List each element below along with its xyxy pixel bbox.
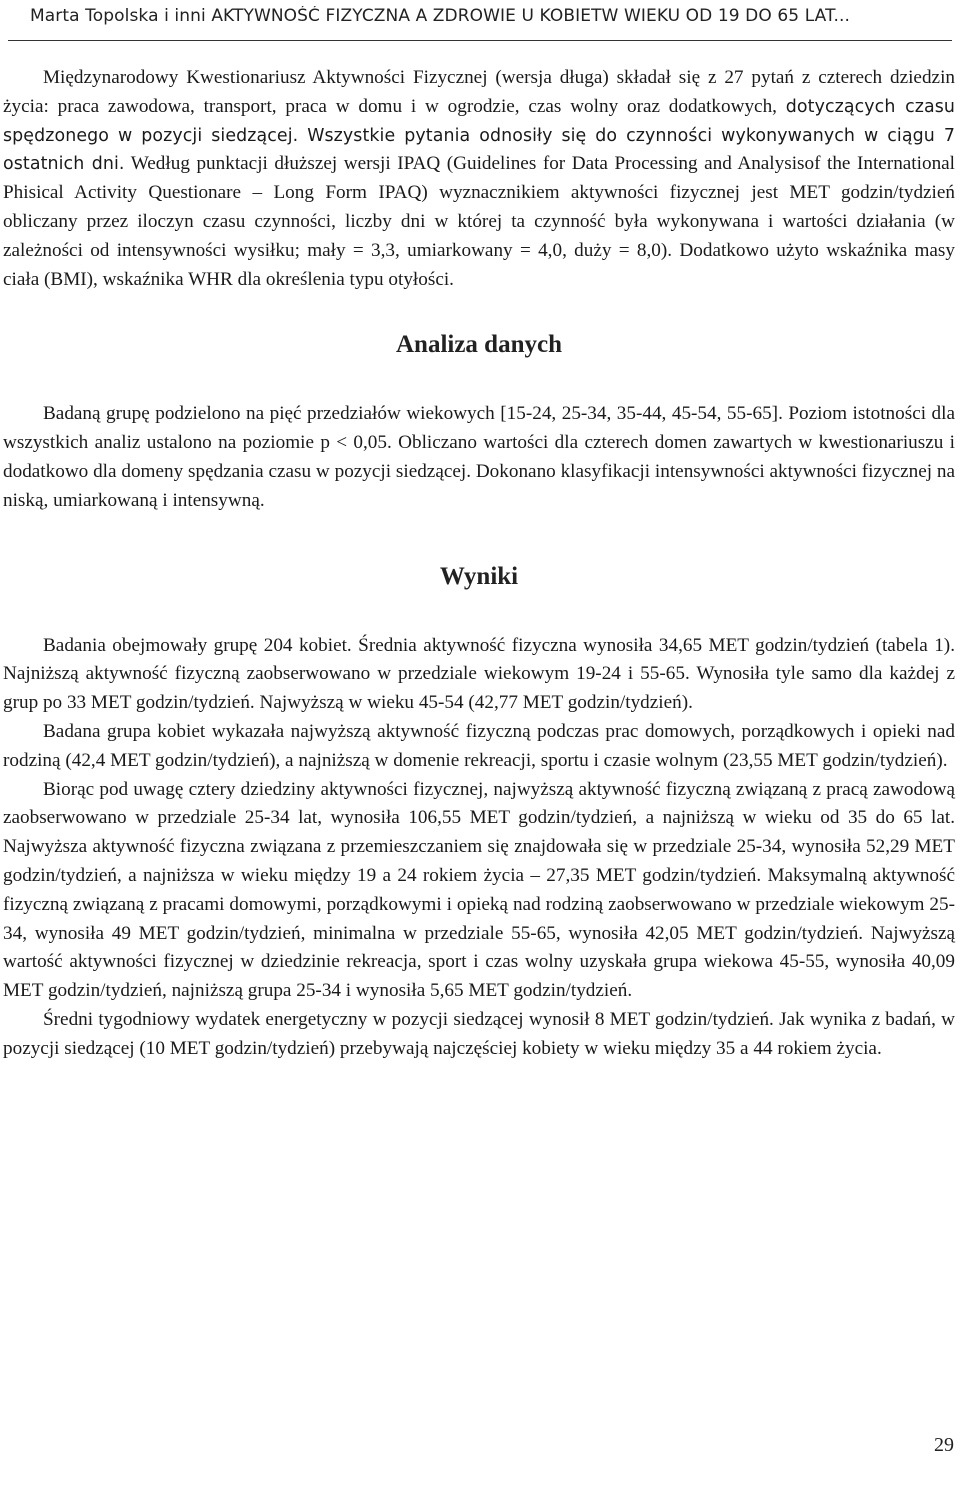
- section-heading-wyniki: Wyniki: [439, 562, 519, 590]
- header-rule: [8, 40, 952, 41]
- intro-sans-text: dotyczących czasu spędzonego w pozycji siedzącej. Wszystkie pytania odnosiły się do czynności wykonywanych w ciągu 7 ostatnich dni.: [3, 96, 955, 175]
- wyniki-paragraph-4: Średni tygodniowy wydatek energetyczny w pozycji siedzącej wynosił 8 MET godzin/tydzień. Jak wynika z badań, w pozycji siedzącej (10 MET godzin/tydzień) przebywają najczęściej kobiety w wieku między 35 a 44 rokiem życia.: [3, 1008, 955, 1059]
- wyniki-paragraph-3: Biorąc pod uwagę cztery dziedziny aktywności fizycznej, najwyższą aktywność fizyczną związaną z pracą zawodową zaobserwowano w przedziale 25-34 lat, wynosiła 106,55 MET godzin/tydzień, a najniższą w wieku od 35 do 65 lat. Najwyższa aktywność fizyczna związana z przemieszczaniem się znajdowała się w przedziale 25-34, wynosiła 52,29 MET godzin/tydzień, a najniższa w wieku między 19 a 24 rokiem życia – 27,35 MET godzin/tydzień. Maksymalną aktywność fizyczną związaną z pracami domowymi, porządkowymi i opieką nad rodziną zaobserwowano w przedziale wiekowym 25-34, wynosiła 49 MET godzin/tydzień, minimalna w przedziale 55-65, wynosiła 42,05 MET godzin/tydzień. Najwyższą wartość aktywności fizycznej w dziedzinie rekreacja, sport i czas wolny uzyskała grupa wiekowa 45-55, wynosiła 40,09 MET godzin/tydzień, najniższą grupa 25-34 i wynosiła 5,65 MET godzin/tydzień.: [3, 778, 955, 1002]
- intro-serif-text-2: Według punktacji dłuższej wersji IPAQ (Guidelines for Data Processing and Analysisof the International Phisical Activity Questionare – Long Form IPAQ) wyznacznikiem aktywności fizycznej jest MET godzin/tydzień obliczany przez iloczyn czasu czynności, liczby dni w której ta czynność była wykonywana i wartości działania (w zależności od intensywności wysiłku; mały = 3,3, umiarkowany = 4,0, duży = 8,0). Dodatkowo użyto wskaźnika masy ciała (BMI), wskaźnika WHR dla określenia typu otyłości.: [3, 153, 956, 290]
- intro-serif-text: Międzynarodowy Kwestionariusz Aktywności Fizycznej (wersja długa) składał się z 27 pytań z czterech dziedzin życia: praca zawodowa, transport, praca w domu i w ogrodzie, czas wolny oraz dodatkowych,: [3, 67, 955, 117]
- main-content: [3, 64, 955, 1064]
- section-heading-analiza: Analiza danych: [395, 331, 562, 359]
- wyniki-paragraph-2: Badana grupa kobiet wykazała najwyższą aktywność fizyczną podczas prac domowych, porządkowych i opieki nad rodziną (42,4 MET godzin/tydzień), a najniższą w domenie rekreacji, sportu i czasie wolnym (23,55 MET godzin/tydzień).: [3, 720, 955, 771]
- running-head: Marta Topolska i inni AKTYWNOŚĆ FIZYCZNA A ZDROWIE U KOBIETW WIEKU OD 19 DO 65 LAT...: [30, 6, 851, 26]
- wyniki-paragraph-1: Badania obejmowały grupę 204 kobiet. Średnia aktywność fizyczna wynosiła 34,65 MET godzin/tydzień (tabela 1). Najniższą aktywność fizyczną zaobserwowano w przedziale wiekowym 19-24 i 55-65. Wynosiła tyle samo dla każdej z grup po 33 MET godzin/tydzień. Najwyższą w wieku 45-54 (42,77 MET godzin/tydzień).: [3, 634, 955, 714]
- intro-paragraph: [3, 64, 955, 294]
- page-number: 29: [934, 1434, 954, 1456]
- analiza-paragraph-1: Badaną grupę podzielono na pięć przedziałów wiekowych [15-24, 25-34, 35-44, 45-54, 55-65]. Poziom istotności dla wszystkich analiz ustalono na poziomie p < 0,05. Obliczano wartości dla czterech domen zawartych w kwestionariuszu i dodatkowo dla domeny spędzania czasu w pozycji siedzącej. Dokonano klasyfikacji intensywności aktywności fizycznej na niską, umiarkowaną i intensywną.: [3, 403, 955, 511]
